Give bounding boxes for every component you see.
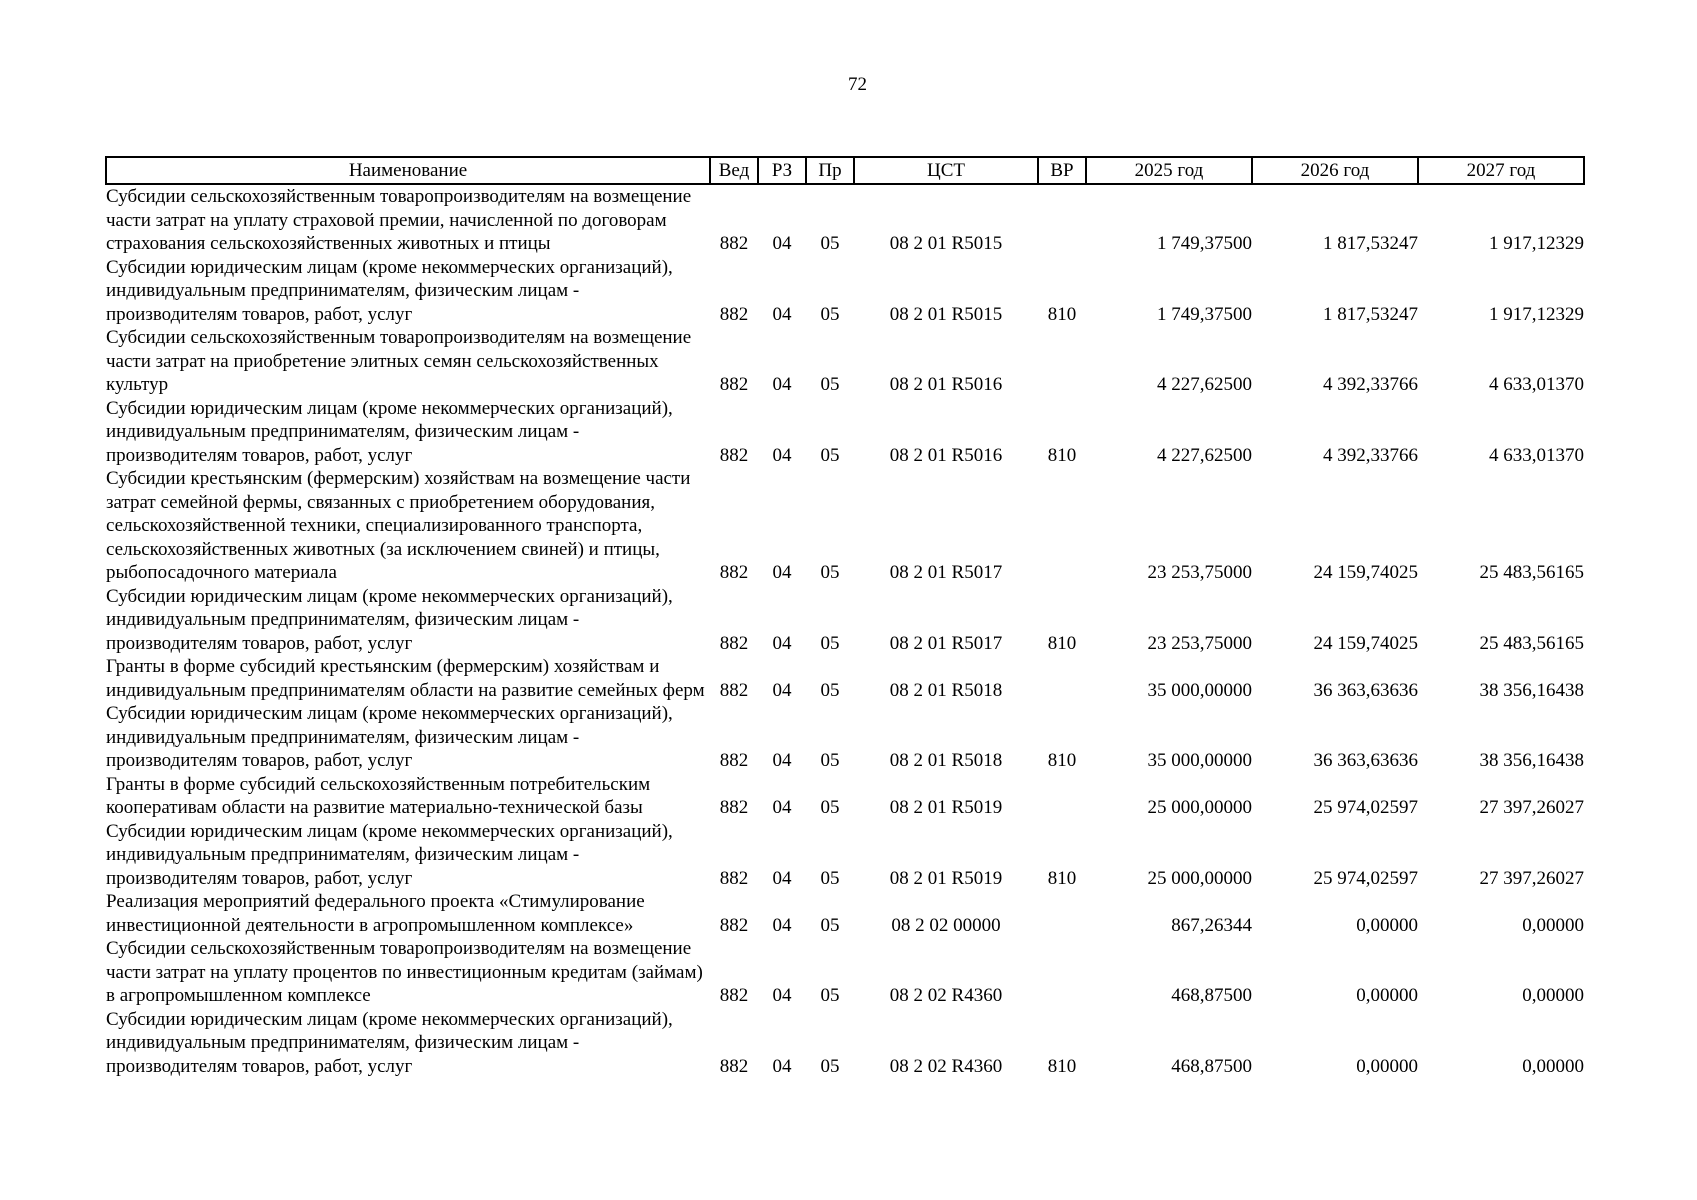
- row-cst: 08 2 01 R5015: [889, 233, 1003, 254]
- row-amount-2026: 36 363,63636: [1313, 679, 1418, 701]
- row-amount-2026: 24 159,74025: [1313, 632, 1418, 654]
- table-row: [106, 655, 1584, 702]
- row-pr: 05: [820, 750, 840, 771]
- row-vr: [1038, 655, 1086, 702]
- row-pr: 05: [820, 1055, 840, 1077]
- table-row: [106, 1008, 1584, 1079]
- row-cst: 08 2 02 R4360: [889, 1055, 1003, 1077]
- row-vr: [1038, 890, 1086, 937]
- row-amount-2025: 23 253,75000: [1147, 632, 1252, 654]
- row-ved: 882: [719, 233, 749, 254]
- header-2025: 2025 год: [1086, 157, 1252, 184]
- row-rz: 04: [772, 679, 792, 701]
- row-cst: 08 2 01 R5016: [889, 374, 1003, 395]
- row-rz: 04: [772, 797, 792, 818]
- row-amount-2025: 468,87500: [1171, 985, 1252, 1006]
- row-cst: 08 2 01 R5018: [889, 679, 1003, 701]
- row-name: Субсидии сельскохозяйственным товаропроизводителям на возмещение части затрат на уплату процентов по инвестиционным кредитам (займам) в агропромышленном комплексе: [106, 938, 703, 1006]
- row-vr: [1038, 184, 1086, 256]
- row-cst: 08 2 01 R5019: [889, 867, 1003, 889]
- row-amount-2026: 4 392,33766: [1323, 374, 1418, 395]
- row-vr: 810: [1047, 750, 1077, 771]
- row-amount-2027: 38 356,16438: [1479, 679, 1584, 701]
- row-amount-2026: 0,00000: [1356, 985, 1418, 1006]
- row-amount-2027: 27 397,26027: [1479, 867, 1584, 889]
- row-pr: 05: [820, 444, 840, 466]
- row-ved: 882: [719, 867, 749, 889]
- row-amount-2025: 25 000,00000: [1147, 867, 1252, 889]
- row-pr: 05: [820, 797, 840, 818]
- row-pr: 05: [820, 867, 840, 889]
- row-vr: [1038, 326, 1086, 397]
- header-pr: Пр: [806, 157, 854, 184]
- row-amount-2027: 4 633,01370: [1489, 374, 1584, 395]
- row-pr: 05: [820, 914, 840, 936]
- row-name: Субсидии крестьянским (фермерским) хозяйствам на возмещение части затрат семейной фермы, связанных с приобретением оборудования, сельскохозяйственной техники, специализированного транспорта, сельскохозяйственных животных (за исключением свиней) и птицы, рыбопосадочного материала: [106, 468, 691, 583]
- row-name: Субсидии юридическим лицам (кроме некоммерческих организаций), индивидуальным предпринимателям, физическим лицам - производителям товаров, работ, услуг: [106, 256, 673, 325]
- row-amount-2027: 38 356,16438: [1479, 750, 1584, 771]
- row-pr: 05: [820, 562, 840, 583]
- row-name: Гранты в форме субсидий крестьянским (фермерским) хозяйствам и индивидуальным предпринимателям области на развитие семейных ферм: [106, 656, 705, 701]
- row-ved: 882: [719, 303, 749, 325]
- row-amount-2027: 1 917,12329: [1489, 303, 1584, 325]
- row-name: Субсидии юридическим лицам (кроме некоммерческих организаций), индивидуальным предпринимателям, физическим лицам - производителям товаров, работ, услуг: [106, 1008, 673, 1077]
- row-amount-2026: 1 817,53247: [1323, 303, 1418, 325]
- row-vr: 810: [1047, 303, 1077, 325]
- row-amount-2025: 4 227,62500: [1157, 374, 1252, 395]
- row-cst: 08 2 01 R5016: [889, 444, 1003, 466]
- row-name: Гранты в форме субсидий сельскохозяйственным потребительским кооперативам области на развитие материально-технической базы: [106, 773, 651, 818]
- row-ved: 882: [719, 914, 749, 936]
- header-name: Наименование: [106, 157, 710, 184]
- row-rz: 04: [772, 562, 792, 583]
- table-row: [106, 773, 1584, 820]
- row-cst: 08 2 01 R5015: [889, 303, 1003, 325]
- row-ved: 882: [719, 374, 749, 395]
- row-rz: 04: [772, 914, 792, 936]
- row-amount-2026: 0,00000: [1356, 914, 1418, 936]
- row-pr: 05: [820, 233, 840, 254]
- row-name: Субсидии сельскохозяйственным товаропроизводителям на возмещение части затрат на приобретение элитных семян сельскохозяйственных культур: [106, 327, 692, 395]
- table-row: [106, 467, 1584, 585]
- row-ved: 882: [719, 632, 749, 654]
- row-amount-2025: 1 749,37500: [1157, 233, 1252, 254]
- header-2026: 2026 год: [1252, 157, 1418, 184]
- table-row: [106, 890, 1584, 937]
- row-rz: 04: [772, 867, 792, 889]
- row-ved: 882: [719, 679, 749, 701]
- row-amount-2027: 27 397,26027: [1479, 797, 1584, 818]
- row-rz: 04: [772, 750, 792, 771]
- row-amount-2025: 468,87500: [1171, 1055, 1252, 1077]
- table-row: [106, 937, 1584, 1008]
- row-amount-2026: 25 974,02597: [1313, 867, 1418, 889]
- row-rz: 04: [772, 444, 792, 466]
- row-vr: [1038, 467, 1086, 585]
- row-cst: 08 2 02 R4360: [889, 985, 1003, 1006]
- header-cst: ЦСТ: [854, 157, 1038, 184]
- row-name: Субсидии юридическим лицам (кроме некоммерческих организаций), индивидуальным предпринимателям, физическим лицам - производителям товаров, работ, услуг: [106, 585, 673, 654]
- row-amount-2025: 867,26344: [1171, 914, 1252, 936]
- row-name: Субсидии юридическим лицам (кроме некоммерческих организаций), индивидуальным предпринимателям, физическим лицам - производителям товаров, работ, услуг: [106, 820, 673, 889]
- row-amount-2026: 36 363,63636: [1313, 750, 1418, 771]
- header-vr: ВР: [1038, 157, 1086, 184]
- row-ved: 882: [719, 985, 749, 1006]
- row-ved: 882: [719, 1055, 749, 1077]
- row-cst: 08 2 01 R5017: [889, 632, 1003, 654]
- table-row: [106, 256, 1584, 327]
- row-amount-2026: 0,00000: [1356, 1055, 1418, 1077]
- row-vr: [1038, 773, 1086, 820]
- table-row: [106, 326, 1584, 397]
- table-row: [106, 585, 1584, 656]
- row-amount-2026: 1 817,53247: [1323, 233, 1418, 254]
- row-amount-2025: 25 000,00000: [1147, 797, 1252, 818]
- row-cst: 08 2 02 00000: [891, 914, 1001, 936]
- header-2027: 2027 год: [1418, 157, 1584, 184]
- table-row: [106, 702, 1584, 773]
- row-amount-2027: 4 633,01370: [1489, 444, 1584, 466]
- row-pr: 05: [820, 679, 840, 701]
- row-amount-2026: 25 974,02597: [1313, 797, 1418, 818]
- row-name: Субсидии юридическим лицам (кроме некоммерческих организаций), индивидуальным предпринимателям, физическим лицам - производителям товаров, работ, услуг: [106, 397, 673, 466]
- row-rz: 04: [772, 632, 792, 654]
- row-vr: 810: [1047, 444, 1077, 466]
- header-rz: РЗ: [758, 157, 806, 184]
- row-vr: [1038, 937, 1086, 1008]
- row-amount-2025: 35 000,00000: [1147, 679, 1252, 701]
- row-rz: 04: [772, 374, 792, 395]
- row-pr: 05: [820, 632, 840, 654]
- row-name: Субсидии юридическим лицам (кроме некоммерческих организаций), индивидуальным предпринимателям, физическим лицам - производителям товаров, работ, услуг: [106, 703, 673, 771]
- row-ved: 882: [719, 750, 749, 771]
- row-amount-2025: 23 253,75000: [1147, 562, 1252, 583]
- row-cst: 08 2 01 R5017: [889, 562, 1003, 583]
- row-vr: 810: [1047, 1055, 1077, 1077]
- row-pr: 05: [820, 374, 840, 395]
- row-amount-2026: 4 392,33766: [1323, 444, 1418, 466]
- row-rz: 04: [772, 985, 792, 1006]
- row-pr: 05: [820, 985, 840, 1006]
- row-name: Субсидии сельскохозяйственным товаропроизводителям на возмещение части затрат на уплату страховой премии, начисленной по договорам страхования сельскохозяйственных животных и птицы: [106, 186, 692, 254]
- table-header-row: [106, 157, 1584, 184]
- table-row: [106, 184, 1584, 256]
- row-amount-2027: 0,00000: [1522, 985, 1584, 1006]
- row-ved: 882: [719, 797, 749, 818]
- row-amount-2025: 35 000,00000: [1147, 750, 1252, 771]
- row-ved: 882: [719, 444, 749, 466]
- row-amount-2026: 24 159,74025: [1313, 562, 1418, 583]
- row-amount-2025: 4 227,62500: [1157, 444, 1252, 466]
- row-vr: 810: [1047, 632, 1077, 654]
- row-rz: 04: [772, 303, 792, 325]
- row-amount-2027: 25 483,56165: [1479, 632, 1584, 654]
- row-cst: 08 2 01 R5018: [889, 750, 1003, 771]
- row-cst: 08 2 01 R5019: [889, 797, 1003, 818]
- row-amount-2025: 1 749,37500: [1157, 303, 1252, 325]
- header-ved: Вед: [710, 157, 758, 184]
- row-amount-2027: 25 483,56165: [1479, 562, 1584, 583]
- row-amount-2027: 0,00000: [1522, 1055, 1584, 1077]
- row-name: Реализация мероприятий федерального проекта «Стимулирование инвестиционной деятельности в агропромышленном комплексе»: [106, 891, 645, 936]
- table-row: [106, 820, 1584, 891]
- budget-table: [105, 156, 1585, 1078]
- row-amount-2027: 0,00000: [1522, 914, 1584, 936]
- row-rz: 04: [772, 1055, 792, 1077]
- table-row: [106, 397, 1584, 468]
- row-rz: 04: [772, 233, 792, 254]
- row-vr: 810: [1047, 867, 1077, 889]
- page-number: 72: [848, 74, 867, 95]
- row-pr: 05: [820, 303, 840, 325]
- row-ved: 882: [719, 562, 749, 583]
- row-amount-2027: 1 917,12329: [1489, 233, 1584, 254]
